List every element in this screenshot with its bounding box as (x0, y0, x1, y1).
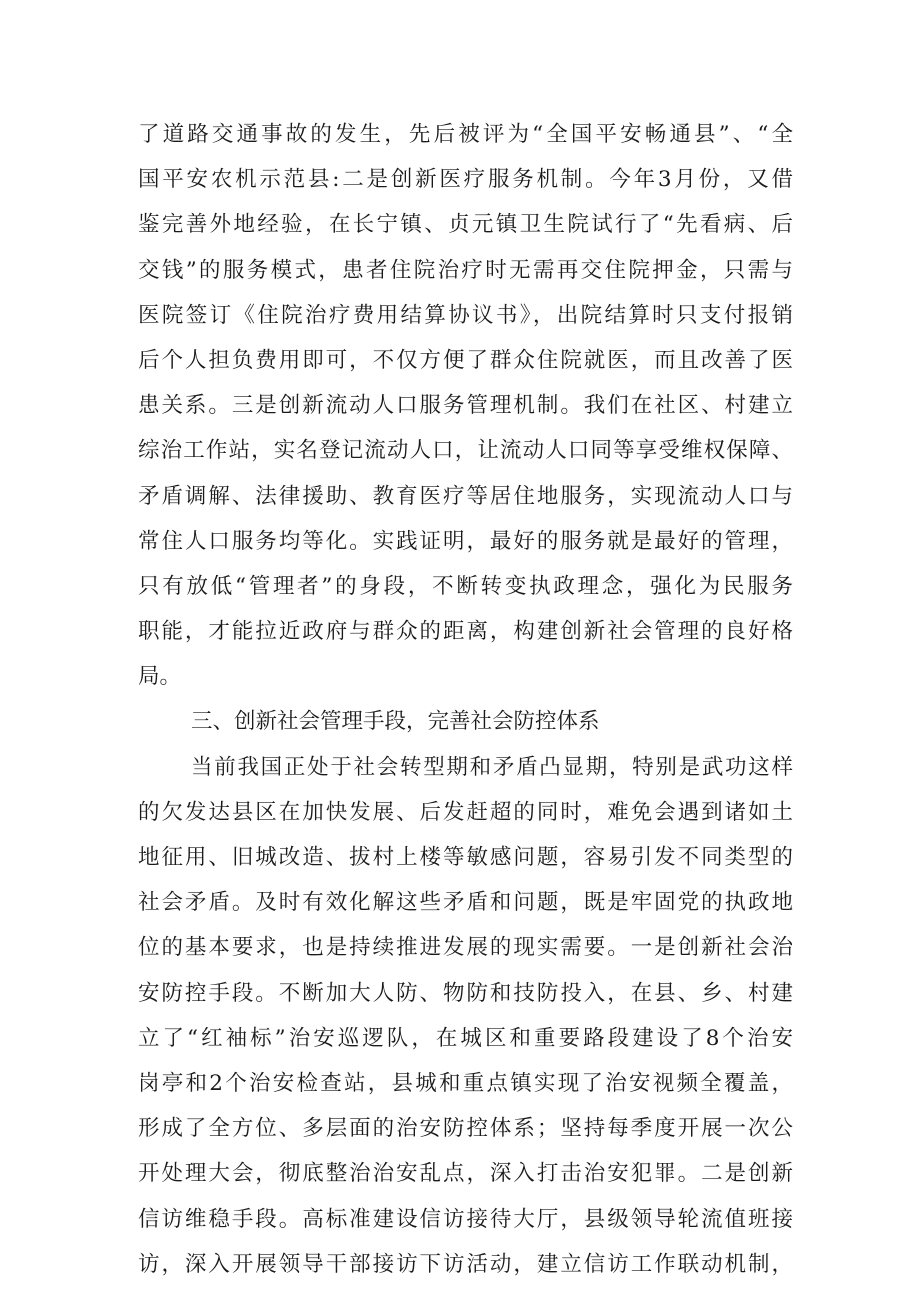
text-line: 形成了全方位、多层面的治安防控体系；坚持每季度开展一次公 (138, 1116, 793, 1142)
text-line: 后个人担负费用即可，不仅方便了群众住院就医，而且改善了医 (138, 347, 793, 373)
text-line: 只有放低“管理者”的身段，不断转变执政理念，强化为民服务 (138, 573, 793, 599)
text-line: 的欠发达县区在加快发展、后发赶超的同时，难免会遇到诸如土 (138, 799, 793, 825)
text-line: 社会矛盾。及时有效化解这些矛盾和问题，既是牢固党的执政地 (138, 890, 793, 916)
paragraph-2 (138, 745, 793, 1287)
text-line: 立了“红袖标”治安巡逻队，在城区和重要路段建设了8个治安 (138, 1025, 793, 1051)
text-line: 局。 (138, 664, 182, 690)
section-heading: 三、创新社会管理手段，完善社会防控体系 (191, 709, 600, 735)
text-line: 安防控手段。不断加大人防、物防和技防投入，在县、乡、村建 (138, 980, 793, 1006)
text-line: 当前我国正处于社会转型期和矛盾凸显期，特别是武功这样 (191, 754, 793, 780)
text-line: 岗亭和2个治安检查站，县城和重点镇实现了治安视频全覆盖， (138, 1070, 793, 1096)
text-line: 了道路交通事故的发生，先后被评为“全国平安畅通县”、“全 (138, 122, 793, 147)
text-line: 综治工作站，实名登记流动人口，让流动人口同等享受维权保障、 (138, 438, 793, 464)
text-line: 信访维稳手段。高标准建设信访接待大厅，县级领导轮流值班接 (138, 1206, 793, 1232)
text-line: 位的基本要求，也是持续推进发展的现实需要。一是创新社会治 (138, 935, 793, 961)
text-line: 访，深入开展领导干部接访下访活动，建立信访工作联动机制， (138, 1251, 793, 1277)
paragraph-1 (138, 112, 793, 699)
text-line: 开处理大会，彻底整治治安乱点，深入打击治安犯罪。二是创新 (138, 1161, 793, 1187)
text-line: 鉴完善外地经验，在长宁镇、贞元镇卫生院试行了“先看病、后 (138, 212, 793, 238)
document-page (138, 112, 793, 1287)
text-line: 常住人口服务均等化。实践证明，最好的服务就是最好的管理， (138, 528, 793, 554)
text-line: 地征用、旧城改造、拔村上楼等敏感问题，容易引发不同类型的 (138, 845, 793, 870)
text-line: 国平安农机示范县:二是创新医疗服务机制。今年3月份，又借 (138, 167, 793, 193)
text-line: 职能，才能拉近政府与群众的距离，构建创新社会管理的良好格 (138, 619, 793, 645)
text-line: 医院签订《住院治疗费用结算协议书》，出院结算时只支付报销 (138, 302, 793, 328)
text-line: 矛盾调解、法律援助、教育医疗等居住地服务，实现流动人口与 (138, 483, 793, 509)
text-line: 交钱”的服务模式，患者住院治疗时无需再交住院押金，只需与 (138, 257, 793, 283)
text-line: 患关系。三是创新流动人口服务管理机制。我们在社区、村建立 (138, 393, 793, 419)
